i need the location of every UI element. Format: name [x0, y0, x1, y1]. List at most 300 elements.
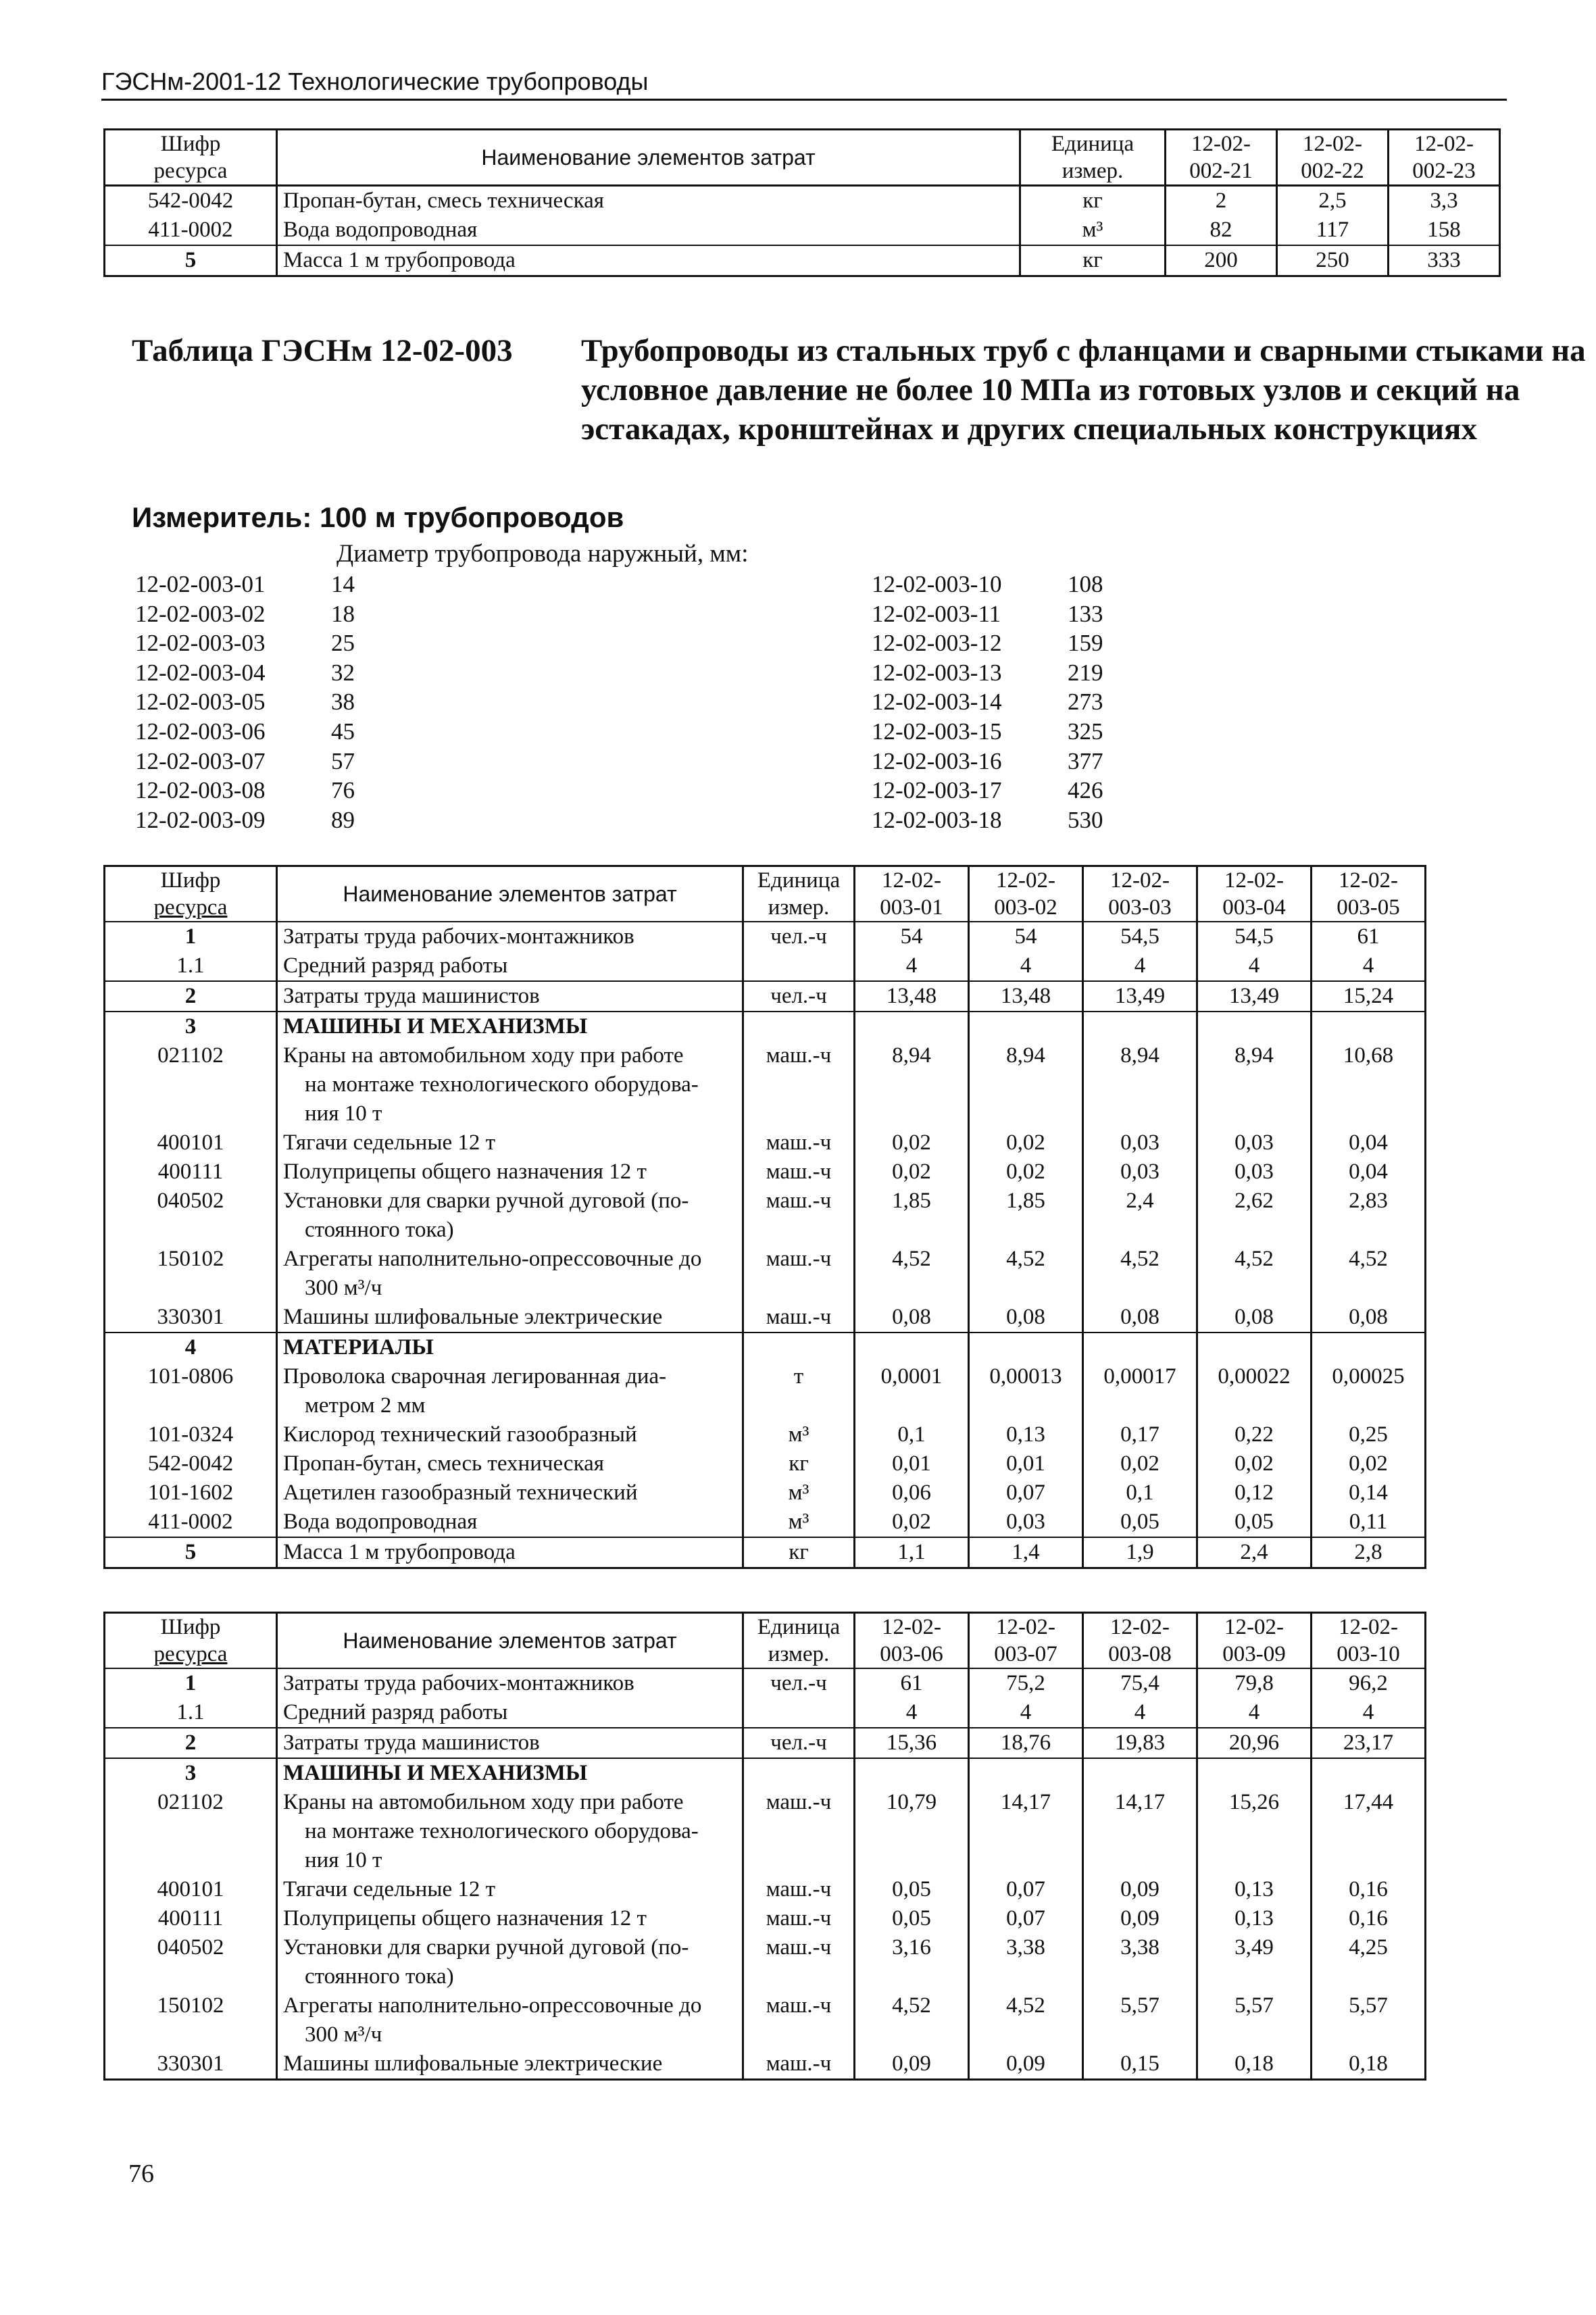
diameter-code: 12-02-003-17	[872, 777, 1002, 804]
row-value: 0,03	[1197, 1128, 1312, 1158]
row-value: 0,08	[969, 1303, 1083, 1333]
diameter-code: 12-02-003-11	[872, 600, 1001, 627]
diameter-value: 530	[1068, 806, 1103, 833]
row-value	[1083, 1333, 1197, 1362]
row-value: 54	[969, 922, 1083, 951]
diameter-value: 325	[1068, 718, 1103, 745]
diameter-item	[135, 599, 355, 629]
row-value: 0,09	[855, 2049, 969, 2080]
row-value	[969, 1333, 1083, 1362]
row-unit: маш.-ч	[743, 1187, 855, 1245]
row-name	[277, 1187, 743, 1245]
col-header: 003-10	[1312, 1641, 1426, 1668]
table-row	[105, 1478, 1426, 1508]
row-value: 4	[1312, 951, 1426, 981]
unit-header: Единица	[1020, 130, 1166, 158]
row-code: 1.1	[105, 1698, 277, 1728]
row-value: 8,94	[1197, 1041, 1312, 1128]
row-value: 4,52	[1197, 1245, 1312, 1303]
row-value	[1312, 1333, 1426, 1362]
code-header: ресурса	[105, 157, 277, 186]
row-name-line: на монтаже технологического оборудова-	[305, 1072, 699, 1097]
row-code: 101-0324	[105, 1420, 277, 1449]
row-name-line: Установки для сварки ручной дуговой (по-	[283, 1935, 689, 1960]
row-value: 4	[1083, 951, 1197, 981]
diameter-value: 108	[1068, 571, 1103, 597]
row-value: 4	[969, 1698, 1083, 1728]
row-value: 54	[855, 922, 969, 951]
row-name-line: Затраты труда рабочих-монтажников	[283, 1671, 634, 1695]
row-unit: м³	[743, 1420, 855, 1449]
row-value: 0,09	[1083, 1875, 1197, 1904]
row-value: 61	[855, 1668, 969, 1698]
row-value: 4	[1197, 1698, 1312, 1728]
row-value: 0,12	[1197, 1478, 1312, 1508]
row-value: 250	[1277, 245, 1389, 276]
row-value: 0,16	[1312, 1904, 1426, 1933]
col-header: 12-02-	[1277, 130, 1389, 158]
row-value: 0,01	[969, 1449, 1083, 1478]
cost-table-002-continued	[103, 128, 1501, 277]
diameter-item	[872, 687, 1103, 717]
row-value: 158	[1389, 216, 1500, 245]
row-name	[277, 2049, 743, 2080]
row-value: 0,17	[1083, 1420, 1197, 1449]
row-unit: маш.-ч	[743, 1245, 855, 1303]
row-value: 8,94	[969, 1041, 1083, 1128]
row-code: 1	[105, 1668, 277, 1698]
diameter-code: 12-02-003-04	[135, 659, 266, 686]
diameter-item	[135, 776, 355, 805]
col-header: 12-02-	[855, 1613, 969, 1641]
row-value	[855, 1012, 969, 1041]
row-name-line: Тягачи седельные 12 т	[283, 1877, 496, 1901]
row-value: 117	[1277, 216, 1389, 245]
row-unit	[743, 1758, 855, 1788]
row-unit	[743, 951, 855, 981]
unit-header: измер.	[743, 894, 855, 922]
diameter-value: 219	[1068, 659, 1103, 686]
row-name-line: Проволока сварочная легированная диа-	[283, 1364, 667, 1389]
row-code: 542-0042	[105, 1449, 277, 1478]
diameter-list-right	[872, 570, 1103, 835]
table-row	[105, 1128, 1426, 1158]
row-value: 0,04	[1312, 1158, 1426, 1187]
row-unit: чел.-ч	[743, 922, 855, 951]
diameter-value: 377	[1068, 747, 1103, 774]
row-value: 0,08	[855, 1303, 969, 1333]
diameter-value: 89	[331, 806, 355, 833]
row-name	[277, 1991, 743, 2049]
row-value: 0,03	[1083, 1128, 1197, 1158]
col-header: 002-22	[1277, 157, 1389, 186]
row-name	[277, 1041, 743, 1128]
row-unit: маш.-ч	[743, 1788, 855, 1875]
row-value: 15,26	[1197, 1788, 1312, 1875]
diameter-item	[872, 628, 1103, 658]
row-value: 1,85	[855, 1187, 969, 1245]
diameter-code: 12-02-003-13	[872, 659, 1002, 686]
table-row	[105, 951, 1426, 981]
name-header: Наименование элементов затрат	[277, 1613, 743, 1669]
diameter-item	[135, 628, 355, 658]
table-row	[105, 922, 1426, 951]
row-code: 040502	[105, 1933, 277, 1991]
table-row	[105, 1508, 1426, 1537]
row-name-line: Тягачи седельные 12 т	[283, 1130, 496, 1155]
row-unit	[743, 1333, 855, 1362]
row-value: 0,02	[1083, 1449, 1197, 1478]
row-value: 4	[1197, 951, 1312, 981]
col-header: 12-02-	[1197, 1613, 1312, 1641]
row-value	[1197, 1012, 1312, 1041]
row-name-line: Краны на автомобильном ходу при работе	[283, 1790, 684, 1814]
col-header: 12-02-	[855, 866, 969, 895]
table-row	[105, 1362, 1426, 1420]
col-header: 12-02-	[1083, 1613, 1197, 1641]
diameter-item	[872, 658, 1103, 688]
row-value: 23,17	[1312, 1728, 1426, 1758]
col-header: 12-02-	[1197, 866, 1312, 895]
row-value: 4	[855, 1698, 969, 1728]
row-value: 2,4	[1197, 1537, 1312, 1568]
row-value: 0,05	[1083, 1508, 1197, 1537]
row-value: 0,18	[1197, 2049, 1312, 2080]
diameter-item	[135, 805, 355, 835]
row-value: 0,08	[1083, 1303, 1197, 1333]
row-value: 18,76	[969, 1728, 1083, 1758]
row-value: 54,5	[1083, 922, 1197, 951]
row-name-line: на монтаже технологического оборудова-	[305, 1819, 699, 1843]
row-value: 0,07	[969, 1875, 1083, 1904]
row-value	[1197, 1333, 1312, 1362]
row-code: 330301	[105, 1303, 277, 1333]
row-value: 2,8	[1312, 1537, 1426, 1568]
diameter-value: 14	[331, 571, 355, 597]
row-code: 021102	[105, 1041, 277, 1128]
row-value: 0,05	[855, 1904, 969, 1933]
table-row	[105, 1187, 1426, 1245]
row-value	[1312, 1758, 1426, 1788]
row-code: 040502	[105, 1187, 277, 1245]
diameter-value: 25	[331, 630, 355, 657]
diameter-code: 12-02-003-06	[135, 718, 266, 745]
col-header: 12-02-	[969, 1613, 1083, 1641]
row-unit: маш.-ч	[743, 1303, 855, 1333]
row-value: 0,13	[1197, 1875, 1312, 1904]
row-value: 0,02	[969, 1128, 1083, 1158]
row-code: 400111	[105, 1904, 277, 1933]
table-row	[105, 1991, 1426, 2049]
code-header: Шифр	[105, 866, 277, 895]
row-value: 1,4	[969, 1537, 1083, 1568]
row-value: 10,68	[1312, 1041, 1426, 1128]
row-value: 2,5	[1277, 186, 1389, 216]
row-value: 75,2	[969, 1668, 1083, 1698]
row-code: 150102	[105, 1991, 277, 2049]
row-value: 0,08	[1312, 1303, 1426, 1333]
col-header: 12-02-	[1389, 130, 1500, 158]
table-row	[105, 1245, 1426, 1303]
row-name-line: Установки для сварки ручной дуговой (по-	[283, 1189, 689, 1213]
col-header: 12-02-	[1312, 1613, 1426, 1641]
row-code: 400101	[105, 1875, 277, 1904]
row-code: 3	[105, 1012, 277, 1041]
row-name	[277, 1728, 743, 1758]
col-header: 003-09	[1197, 1641, 1312, 1668]
row-value: 0,02	[969, 1158, 1083, 1187]
row-value	[1083, 1758, 1197, 1788]
row-code: 411-0002	[105, 216, 277, 245]
row-value: 333	[1389, 245, 1500, 276]
row-value: 1,85	[969, 1187, 1083, 1245]
diameter-item	[872, 776, 1103, 805]
diameter-item	[135, 570, 355, 599]
diameter-code: 12-02-003-16	[872, 747, 1002, 774]
col-header: 12-02-	[1312, 866, 1426, 895]
row-value: 0,16	[1312, 1875, 1426, 1904]
row-name	[277, 1478, 743, 1508]
diameter-item	[135, 658, 355, 688]
row-code: 3	[105, 1758, 277, 1788]
row-code: 330301	[105, 2049, 277, 2080]
row-value: 13,48	[855, 981, 969, 1012]
col-header: 003-05	[1312, 894, 1426, 922]
col-header: 003-01	[855, 894, 969, 922]
row-name	[277, 922, 743, 951]
row-name-line: Затраты труда рабочих-монтажников	[283, 924, 634, 949]
name-header: Наименование элементов затрат	[277, 866, 743, 922]
row-value: 5,57	[1197, 1991, 1312, 2049]
table-row	[105, 981, 1426, 1012]
code-header: Шифр	[105, 1613, 277, 1641]
col-header: 003-02	[969, 894, 1083, 922]
diameter-code: 12-02-003-03	[135, 630, 266, 657]
row-name	[277, 1668, 743, 1698]
row-value: 2,4	[1083, 1187, 1197, 1245]
row-value: 4	[855, 951, 969, 981]
row-value: 13,49	[1197, 981, 1312, 1012]
table-row	[105, 1041, 1426, 1128]
col-header: 12-02-	[1083, 866, 1197, 895]
row-value: 0,18	[1312, 2049, 1426, 2080]
code-header: ресурса	[105, 894, 277, 922]
row-value: 0,04	[1312, 1128, 1426, 1158]
row-value: 4,52	[969, 1991, 1083, 2049]
row-value: 4,52	[855, 1991, 969, 2049]
row-value: 0,01	[855, 1449, 969, 1478]
row-unit: маш.-ч	[743, 1991, 855, 2049]
row-name-line: 300 м³/ч	[305, 1276, 382, 1300]
row-code: 1.1	[105, 951, 277, 981]
diameter-value: 38	[331, 689, 355, 716]
section-row	[105, 1758, 1426, 1788]
diameter-item	[872, 747, 1103, 776]
diameter-code: 12-02-003-14	[872, 689, 1002, 716]
row-name	[277, 1158, 743, 1187]
row-value	[855, 1333, 969, 1362]
row-name	[277, 1788, 743, 1875]
row-value: 13,49	[1083, 981, 1197, 1012]
row-name	[277, 1508, 743, 1537]
row-name-line: Агрегаты наполнительно-опрессовочные до	[283, 1993, 702, 2018]
col-header: 002-23	[1389, 157, 1500, 186]
row-code: 400111	[105, 1158, 277, 1187]
row-code: 2	[105, 981, 277, 1012]
row-name	[277, 1420, 743, 1449]
row-value: 3,38	[1083, 1933, 1197, 1991]
row-unit: маш.-ч	[743, 1875, 855, 1904]
row-unit: маш.-ч	[743, 1933, 855, 1991]
table-title: Трубопроводы из стальных труб с фланцами и сварными стыками на условное давление не более 10 МПа из готовых узлов и секций на эстакадах, кронштейнах и других специальных конструкциях	[581, 333, 1586, 447]
diameter-item	[872, 599, 1103, 629]
diameter-item	[135, 687, 355, 717]
row-value: 0,22	[1197, 1420, 1312, 1449]
row-value: 4,25	[1312, 1933, 1426, 1991]
row-name	[277, 1128, 743, 1158]
col-header: 002-21	[1166, 157, 1277, 186]
row-value: 0,11	[1312, 1508, 1426, 1537]
row-value: 8,94	[855, 1041, 969, 1128]
row-value: 0,02	[855, 1158, 969, 1187]
row-unit: кг	[1020, 186, 1166, 216]
row-name	[277, 1362, 743, 1420]
row-value: 13,48	[969, 981, 1083, 1012]
row-name-line: Машины шлифовальные электрические	[283, 2051, 663, 2076]
row-unit: т	[743, 1362, 855, 1420]
table-row	[105, 1158, 1426, 1187]
row-value: 14,17	[1083, 1788, 1197, 1875]
row-name-line: Краны на автомобильном ходу при работе	[283, 1043, 684, 1068]
row-value: 15,24	[1312, 981, 1426, 1012]
row-value: 2,62	[1197, 1187, 1312, 1245]
cost-table-003-01-05	[103, 865, 1426, 1569]
row-value: 15,36	[855, 1728, 969, 1758]
table-row	[105, 186, 1500, 216]
row-value: 0,00013	[969, 1362, 1083, 1420]
measure-unit: Измеритель: 100 м трубопроводов	[132, 501, 624, 533]
diameter-code: 12-02-003-02	[135, 600, 266, 627]
row-name	[277, 1303, 743, 1333]
row-value: 8,94	[1083, 1041, 1197, 1128]
row-unit: маш.-ч	[743, 1128, 855, 1158]
col-header: 12-02-	[1166, 130, 1277, 158]
row-value: 0,0001	[855, 1362, 969, 1420]
unit-header: Единица	[743, 1613, 855, 1641]
row-name-line: стоянного тока)	[305, 1218, 454, 1242]
row-value: 4	[969, 951, 1083, 981]
row-name-line: Масса 1 м трубопровода	[283, 1540, 516, 1564]
name-header: Наименование элементов затрат	[277, 130, 1020, 186]
cost-table-003-06-10	[103, 1612, 1426, 2081]
row-value: 1,9	[1083, 1537, 1197, 1568]
row-value: 75,4	[1083, 1668, 1197, 1698]
diameter-heading: Диаметр трубопровода наружный, мм:	[336, 540, 749, 568]
row-name-line: МАШИНЫ И МЕХАНИЗМЫ	[283, 1761, 588, 1785]
row-value: 5,57	[1312, 1991, 1426, 2049]
row-name-line: Вода водопроводная	[283, 1510, 478, 1534]
table-row	[105, 1904, 1426, 1933]
row-unit: м³	[743, 1508, 855, 1537]
row-value: 0,05	[855, 1875, 969, 1904]
table-row	[105, 216, 1500, 245]
row-name: Пропан-бутан, смесь техническая	[277, 186, 1020, 216]
diameter-value: 133	[1068, 600, 1103, 627]
row-name-line: Кислород технический газообразный	[283, 1422, 637, 1447]
diameter-value: 57	[331, 747, 355, 774]
row-value: 0,00022	[1197, 1362, 1312, 1420]
row-value: 0,14	[1312, 1478, 1426, 1508]
diameter-code: 12-02-003-10	[872, 571, 1002, 597]
diameter-item	[872, 570, 1103, 599]
row-name	[277, 951, 743, 981]
row-value: 17,44	[1312, 1788, 1426, 1875]
row-code: 021102	[105, 1788, 277, 1875]
row-name	[277, 1698, 743, 1728]
row-unit: м³	[1020, 216, 1166, 245]
table-row	[105, 1537, 1426, 1568]
row-unit: маш.-ч	[743, 1158, 855, 1187]
table-row	[105, 2049, 1426, 2080]
row-name	[277, 1245, 743, 1303]
row-value: 0,00017	[1083, 1362, 1197, 1420]
row-name	[277, 1904, 743, 1933]
row-name-line: ния 10 т	[305, 1848, 382, 1872]
diameter-item	[872, 805, 1103, 835]
row-code: 4	[105, 1333, 277, 1362]
diameter-item	[872, 717, 1103, 747]
page-number: 76	[128, 2160, 154, 2188]
row-name-line: МАШИНЫ И МЕХАНИЗМЫ	[283, 1014, 588, 1039]
row-value: 0,07	[969, 1478, 1083, 1508]
diameter-code: 12-02-003-07	[135, 747, 266, 774]
diameter-value: 273	[1068, 689, 1103, 716]
row-name-line: Средний разряд работы	[283, 1700, 508, 1724]
row-name-line: МАТЕРИАЛЫ	[283, 1335, 434, 1360]
table-row	[105, 1303, 1426, 1333]
row-name: Масса 1 м трубопровода	[277, 245, 1020, 276]
table-label: Таблица ГЭСНм 12-02-003	[132, 333, 513, 368]
row-unit: м³	[743, 1478, 855, 1508]
row-value: 20,96	[1197, 1728, 1312, 1758]
row-value: 0,09	[1083, 1904, 1197, 1933]
diameter-code: 12-02-003-18	[872, 806, 1002, 833]
row-name	[277, 981, 743, 1012]
row-value: 5,57	[1083, 1991, 1197, 2049]
row-code: 400101	[105, 1128, 277, 1158]
row-value: 3,16	[855, 1933, 969, 1991]
row-name-line: ния 10 т	[305, 1101, 382, 1126]
table-row	[105, 1788, 1426, 1875]
running-header: ГЭСНм-2001-12 Технологические трубопроводы	[101, 68, 1507, 101]
row-value	[855, 1758, 969, 1788]
table-row	[105, 1449, 1426, 1478]
diameter-item	[135, 717, 355, 747]
row-value	[969, 1012, 1083, 1041]
row-value: 96,2	[1312, 1668, 1426, 1698]
row-code: 411-0002	[105, 1508, 277, 1537]
row-value: 0,15	[1083, 2049, 1197, 2080]
row-value: 19,83	[1083, 1728, 1197, 1758]
row-code: 150102	[105, 1245, 277, 1303]
table-row	[105, 1698, 1426, 1728]
row-value: 0,13	[1197, 1904, 1312, 1933]
row-code: 1	[105, 922, 277, 951]
row-value: 0,07	[969, 1904, 1083, 1933]
row-name-line: Полуприцепы общего назначения 12 т	[283, 1906, 647, 1931]
row-name-line: Полуприцепы общего назначения 12 т	[283, 1160, 647, 1184]
row-value: 4	[1312, 1698, 1426, 1728]
